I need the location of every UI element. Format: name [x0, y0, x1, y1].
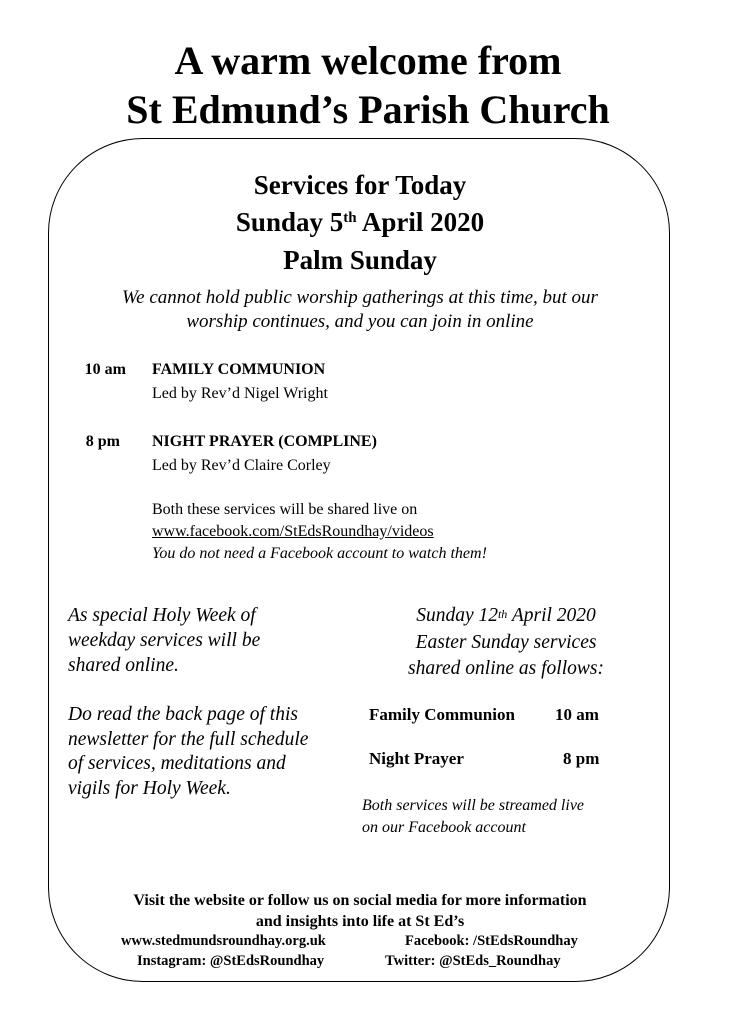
service-name: NIGHT PRAYER (COMPLINE) [152, 433, 377, 450]
easter-date: Sunday 12th April 2020 [416, 605, 596, 626]
services-day-name: Palm Sunday [283, 245, 437, 275]
services-heading: Services for Today [253, 170, 467, 200]
website-link[interactable]: www.stedmundsroundhay.org.uk [121, 933, 326, 949]
easter-service-name: Night Prayer [369, 749, 464, 768]
service-name: FAMILY COMMUNION [152, 361, 326, 378]
live-note: Both these services will be shared live on [152, 501, 418, 518]
back-page-paragraph: Do read the back page of this newsletter for the full schedule of services, meditations and vigils for Holy Week. [68, 704, 309, 799]
easter-services-heading: Easter Sunday services [415, 632, 597, 653]
twitter-handle[interactable]: Twitter: @StEds_Roundhay [385, 953, 561, 969]
page-title-line2: St Edmund’s Parish Church [126, 87, 610, 132]
service-leader: Led by Rev’d Nigel Wright [152, 385, 328, 402]
intro-line2: worship continues, and you can join in online [186, 311, 534, 332]
instagram-handle[interactable]: Instagram: @StEdsRoundhay [137, 953, 325, 969]
holy-week-paragraph: As special Holy Week of weekday services will be shared online. [68, 605, 261, 676]
facebook-videos-link[interactable]: www.facebook.com/StEdsRoundhay/videos [152, 523, 434, 540]
easter-stream-note: Both services will be streamed live on our Facebook account [362, 797, 585, 836]
facebook-handle[interactable]: Facebook: /StEdsRoundhay [405, 933, 578, 949]
footer-line2: and insights into life at St Ed’s [255, 913, 465, 930]
easter-service-name: Family Communion [369, 705, 515, 724]
footer-line1: Visit the website or follow us on social media for more information [133, 892, 587, 909]
easter-service-time: 10 am [555, 705, 599, 724]
service-time: 10 am [84, 361, 126, 378]
service-leader: Led by Rev’d Claire Corley [152, 457, 331, 474]
intro-line1: We cannot hold public worship gatherings at this time, but our [122, 287, 598, 308]
easter-services-subheading: shared online as follows: [408, 658, 604, 679]
easter-service-time: 8 pm [563, 749, 600, 768]
facebook-account-note: You do not need a Facebook account to watch them! [152, 545, 487, 562]
page-title-line1: A warm welcome from [174, 38, 562, 83]
service-time: 8 pm [85, 433, 120, 450]
services-date: Sunday 5th April 2020 [235, 207, 485, 237]
